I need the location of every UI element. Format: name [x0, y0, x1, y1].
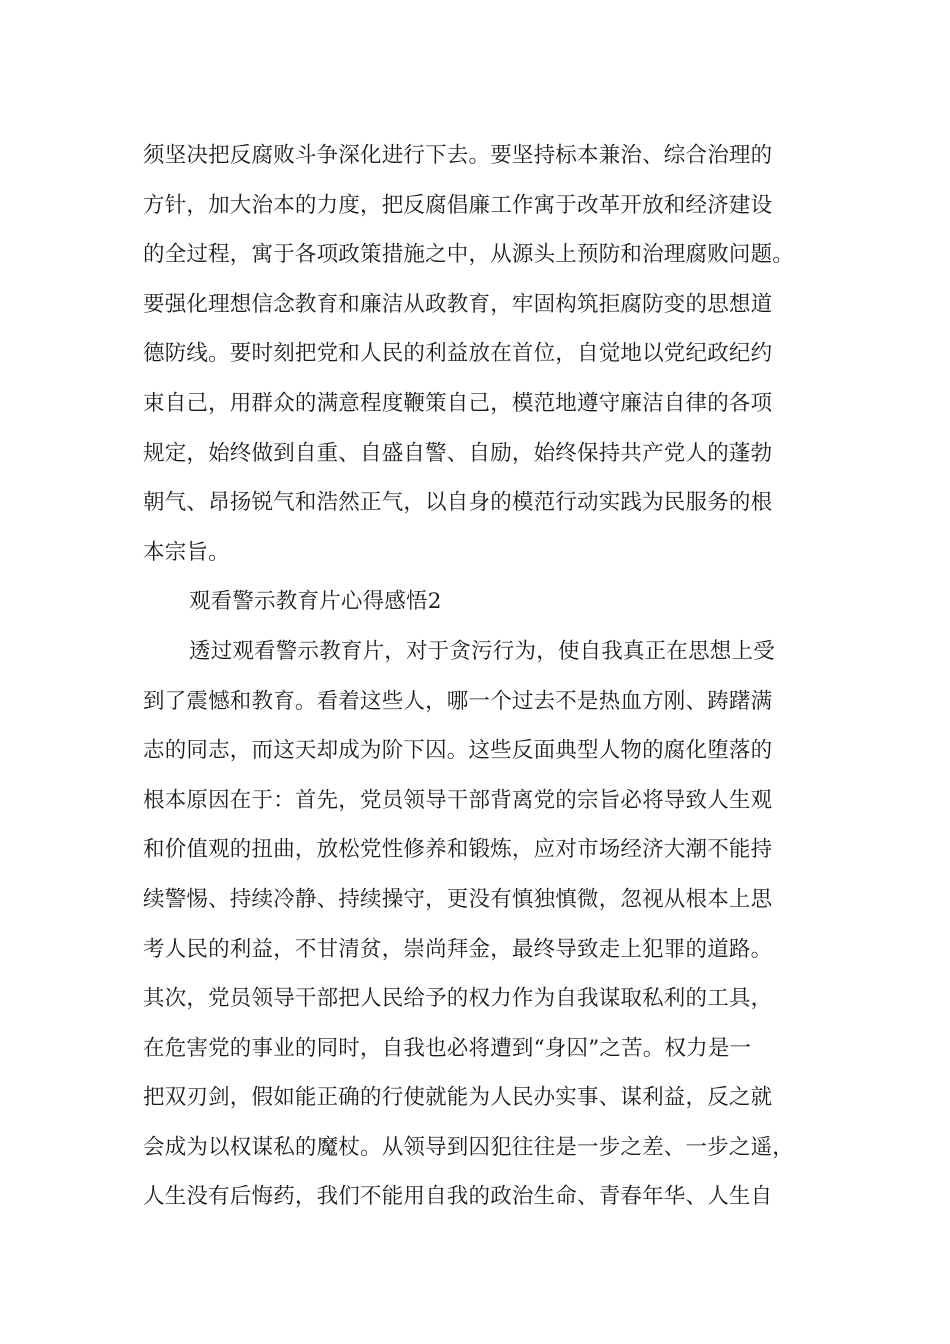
text-line: 在危害党的事业的同时，自我也必将遭到“身囚”之苦。权力是一 — [143, 1035, 752, 1061]
text-line: 透过观看警示教育片，对于贪污行为，使自我真正在思想上受 — [189, 638, 775, 664]
text-line: 到了震憾和教育。看着这些人，哪一个过去不是热血方刚、踌躇满 — [143, 688, 773, 714]
text-line: 须坚决把反腐败斗争深化进行下去。要坚持标本兼治、综合治理的 — [143, 143, 773, 168]
text-line: 方针，加大治本的力度，把反腐倡廉工作寓于改革开放和经济建设 — [143, 192, 773, 218]
text-line: 把双刃剑，假如能正确的行使就能为人民办实事、谋利益，反之就 — [143, 1085, 773, 1111]
text-line: 和价值观的扭曲，放松党性修养和锻炼，应对市场经济大潮不能持 — [143, 837, 773, 863]
text-line: 束自己，用群众的满意程度鞭策自己，模范地遵守廉洁自律的各项 — [143, 390, 773, 416]
text-line: 会成为以权谋私的魔杖。从领导到囚犯往往是一步之差、一步之遥， — [143, 1134, 795, 1160]
text-line: 人生没有后悔药，我们不能用自我的政治生命、青春年华、人生自 — [143, 1184, 773, 1210]
text-line: 本宗旨。 — [143, 539, 230, 565]
text-line: 考人民的利益，不甘清贫，崇尚拜金，最终导致走上犯罪的道路。 — [143, 936, 773, 962]
text-line: 要强化理想信念教育和廉洁从政教育，牢固构筑拒腐防变的思想道 — [143, 291, 773, 317]
text-line: 其次，党员领导干部把人民给予的权力作为自我谋取私利的工具， — [143, 986, 773, 1012]
text-line: 的全过程，寓于各项政策措施之中，从源头上预防和治理腐败问题。 — [143, 242, 795, 268]
text-line: 朝气、昂扬锐气和浩然正气，以自身的模范行动实践为民服务的根 — [143, 490, 773, 516]
text-line: 续警惕、持续冷静、持续操守，更没有慎独慎微，忽视从根本上思 — [143, 886, 773, 912]
text-line: 根本原因在于：首先，党员领导干部背离党的宗旨必将导致人生观 — [143, 787, 773, 813]
text-line: 德防线。要时刻把党和人民的利益放在首位，自觉地以党纪政纪约 — [143, 341, 773, 367]
section-heading: 观看警示教育片心得感悟2 — [189, 589, 442, 615]
text-line: 规定，始终做到自重、自盛自警、自励，始终保持共产党人的蓬勃 — [143, 440, 773, 466]
text-line: 志的同志，而这天却成为阶下囚。这些反面典型人物的腐化堕落的 — [143, 738, 773, 764]
document-body — [143, 131, 833, 1222]
